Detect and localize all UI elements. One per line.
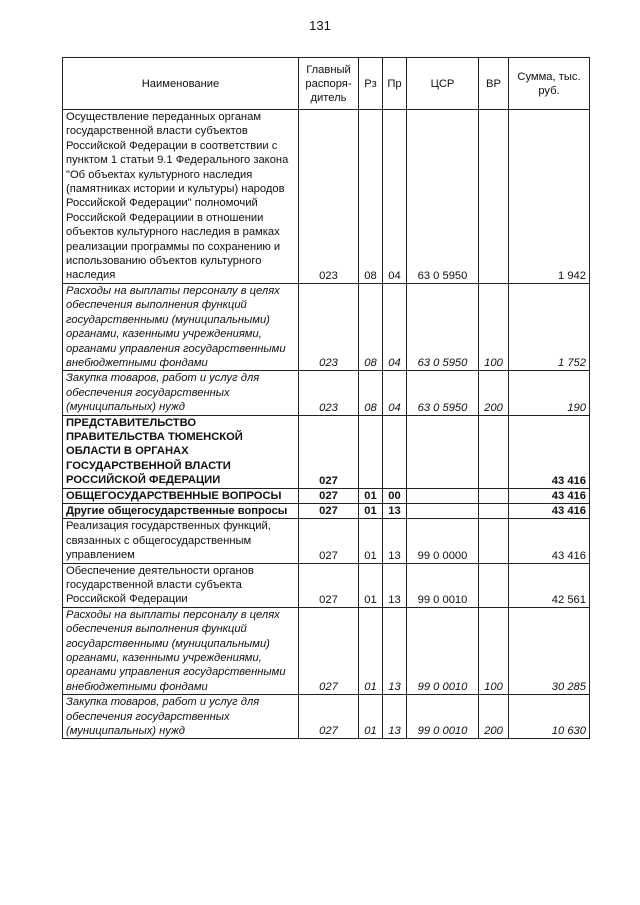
row-admin: 027 [299,607,359,694]
row-name: Расходы на выплаты персоналу в целях обеспечения выполнения функций государственными (муниципальными) органами, казенными учреждениями, органами управления государственными внебюджетными фондами [63,607,299,694]
row-csr: 99 0 0010 [407,607,479,694]
table-row [63,415,590,488]
row-sum: 43 416 [509,519,590,563]
row-name: Другие общегосударственные вопросы [63,503,299,518]
row-sum: 1 752 [509,283,590,370]
row-sum: 10 630 [509,695,590,739]
row-pr: 04 [383,110,407,284]
row-rz: 08 [359,110,383,284]
row-rz: 08 [359,371,383,415]
row-pr: 13 [383,563,407,607]
row-vr [479,563,509,607]
row-sum: 43 416 [509,503,590,518]
row-vr: 200 [479,371,509,415]
row-sum: 42 561 [509,563,590,607]
row-rz: 01 [359,695,383,739]
row-admin: 027 [299,695,359,739]
row-sum: 43 416 [509,488,590,503]
row-vr [479,503,509,518]
table-row [63,283,590,370]
row-csr [407,503,479,518]
row-rz: 01 [359,519,383,563]
table-row [63,503,590,518]
header-row [63,58,590,110]
row-sum: 30 285 [509,607,590,694]
row-vr [479,519,509,563]
row-pr: 13 [383,519,407,563]
row-name: Осуществление переданных органам государственной власти субъектов Российской Федерации в соответствии с пунктом 1 статьи 9.1 Федерального закона "Об объектах культурного наследия (памятниках истории и культуры) народов Российской Федерации" полномочий Российской Федерациии в отношении объектов культурного наследия в рамках реализации программы по сохранению и использованию объектов культурного наследия [63,110,299,284]
row-vr [479,488,509,503]
row-sum: 190 [509,371,590,415]
row-sum: 1 942 [509,110,590,284]
row-vr: 100 [479,283,509,370]
row-vr: 200 [479,695,509,739]
row-csr: 63 0 5950 [407,371,479,415]
header-main-admin: Главный распоря-дитель [299,58,359,110]
row-csr: 99 0 0010 [407,695,479,739]
row-rz: 01 [359,563,383,607]
header-pr: Пр [383,58,407,110]
row-pr [383,415,407,488]
row-csr: 63 0 5950 [407,283,479,370]
row-pr: 13 [383,695,407,739]
table-row [63,563,590,607]
row-rz [359,415,383,488]
row-rz: 01 [359,607,383,694]
header-sum: Сумма, тыс. руб. [509,58,590,110]
row-name: ОБЩЕГОСУДАРСТВЕННЫЕ ВОПРОСЫ [63,488,299,503]
row-admin: 023 [299,110,359,284]
row-pr: 13 [383,607,407,694]
row-name: Закупка товаров, работ и услуг для обеспечения государственных (муниципальных) нужд [63,695,299,739]
row-vr [479,415,509,488]
row-pr: 04 [383,283,407,370]
row-vr [479,110,509,284]
row-csr [407,488,479,503]
table-row [63,519,590,563]
row-admin: 027 [299,415,359,488]
header-name: Наименование [63,58,299,110]
row-sum: 43 416 [509,415,590,488]
row-admin: 023 [299,371,359,415]
row-rz: 08 [359,283,383,370]
row-csr: 99 0 0000 [407,519,479,563]
header-vr: ВР [479,58,509,110]
row-admin: 027 [299,488,359,503]
row-csr [407,415,479,488]
row-vr: 100 [479,607,509,694]
table-row [63,695,590,739]
table-row [63,371,590,415]
row-pr: 00 [383,488,407,503]
row-name: ПРЕДСТАВИТЕЛЬСТВО ПРАВИТЕЛЬСТВА ТЮМЕНСКОЙ ОБЛАСТИ В ОРГАНАХ ГОСУДАРСТВЕННОЙ ВЛАСТИ РОССИЙСКОЙ ФЕДЕРАЦИИ [63,415,299,488]
row-admin: 027 [299,503,359,518]
row-name: Закупка товаров, работ и услуг для обеспечения государственных (муниципальных) нужд [63,371,299,415]
row-admin: 023 [299,283,359,370]
header-csr: ЦСР [407,58,479,110]
row-pr: 04 [383,371,407,415]
header-rz: Рз [359,58,383,110]
row-csr: 63 0 5950 [407,110,479,284]
row-rz: 01 [359,488,383,503]
row-admin: 027 [299,519,359,563]
table-row [63,607,590,694]
row-name: Расходы на выплаты персоналу в целях обеспечения выполнения функций государственными (муниципальными) органами, казенными учреждениями, органами управления государственными внебюджетными фондами [63,283,299,370]
budget-table [62,57,590,739]
row-admin: 027 [299,563,359,607]
table-row [63,488,590,503]
row-pr: 13 [383,503,407,518]
page-number: 131 [309,18,331,33]
row-name: Обеспечение деятельности органов государственной власти субъекта Российской Федерации [63,563,299,607]
row-csr: 99 0 0010 [407,563,479,607]
row-name: Реализация государственных функций, связанных с общегосударственным управлением [63,519,299,563]
row-rz: 01 [359,503,383,518]
table-row [63,110,590,284]
